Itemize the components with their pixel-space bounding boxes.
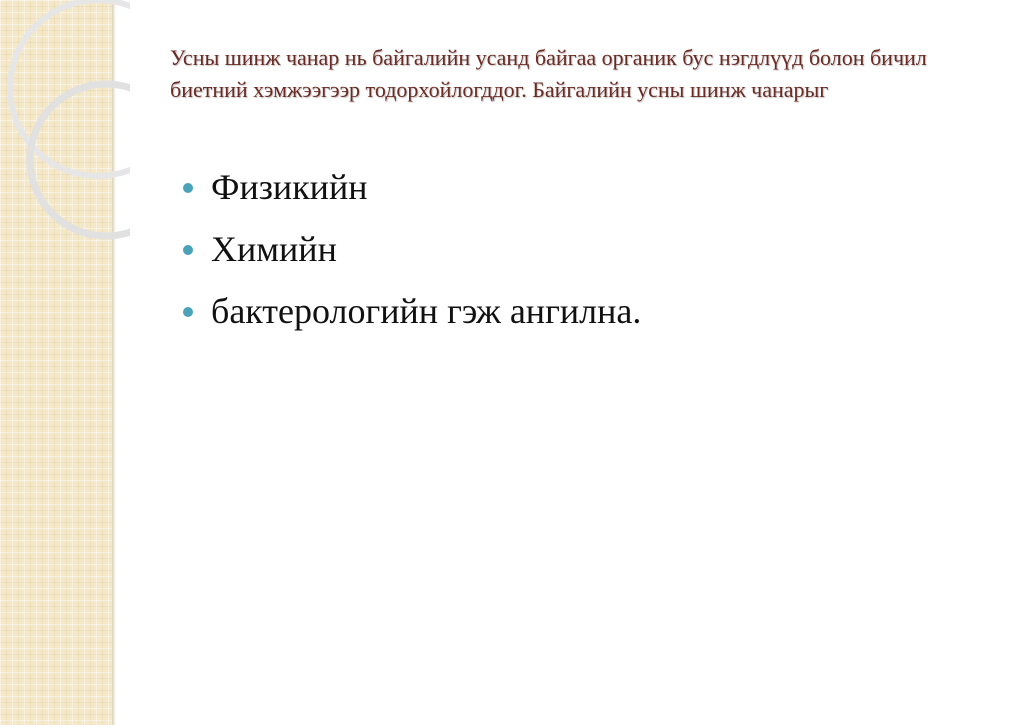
list-item [183,228,641,270]
bullet-dot-icon [183,245,193,255]
bullet-text: бактерологийн гэж ангилна. [211,291,642,331]
bullet-dot-icon [183,183,193,193]
side-band-edge [112,0,116,725]
decorative-side-band [0,0,112,725]
bullet-text: Химийн [211,229,337,269]
bullet-text: Физикийн [211,167,368,207]
list-item [183,290,641,332]
list-item [183,166,641,208]
bullet-list [183,166,641,352]
bullet-dot-icon [183,307,193,317]
slide-title: Усны шинж чанар нь байгалийн усанд байгаа органик бус нэгдлүүд болон бичил биетний хэмжээгээр тодорхойлогддог. Байгалийн усны шинж чанарыг [170,45,927,102]
